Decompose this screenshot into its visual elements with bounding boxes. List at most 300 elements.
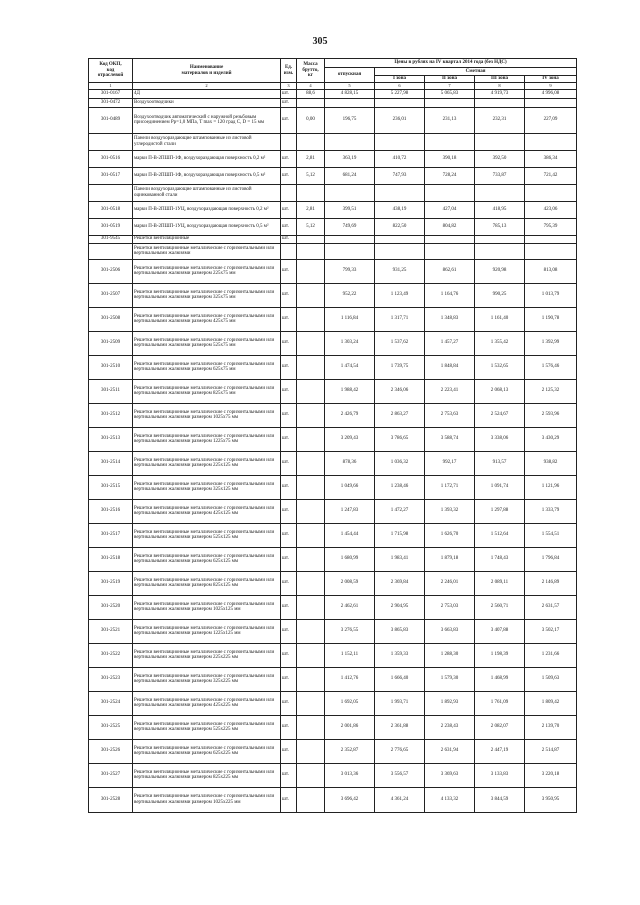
price-wholesale: 3 276,55 <box>325 619 375 643</box>
price-zone-1: 1 123,49 <box>375 283 425 307</box>
item-unit: шт. <box>281 307 297 331</box>
price-wholesale: 2 001,86 <box>325 715 375 739</box>
item-mass <box>297 427 325 451</box>
item-name: Решетки вентиляционные металлические с горизонтальными или вертикальными жалюзями размером 525х75 мм <box>133 331 281 355</box>
price-zone-3: 3 133,83 <box>475 763 525 787</box>
item-code <box>89 243 133 259</box>
item-code <box>89 184 133 201</box>
item-mass: 88,6 <box>297 89 325 98</box>
column-number: 3 <box>281 83 297 90</box>
item-code: 301-2506 <box>89 259 133 283</box>
price-zone-4: 2 631,57 <box>525 595 577 619</box>
header-estimated: Сметная <box>375 68 577 76</box>
item-name: Панели воздухораздающие штампованные из листовой углеродистой стали <box>133 133 281 150</box>
price-zone-3: 913,57 <box>475 451 525 475</box>
price-wholesale: 952,22 <box>325 283 375 307</box>
item-code: 301-2519 <box>89 571 133 595</box>
item-name: Решетки вентиляционные металлические с горизонтальными или вертикальными жалюзями <box>133 243 281 259</box>
price-wholesale: 196,75 <box>325 107 375 133</box>
item-mass <box>297 331 325 355</box>
price-zone-1 <box>375 235 425 243</box>
table-row <box>89 403 577 427</box>
item-code: 301-0516 <box>89 150 133 167</box>
price-wholesale: 1 247,83 <box>325 499 375 523</box>
column-number: 2 <box>133 83 281 90</box>
price-wholesale: 1 474,54 <box>325 355 375 379</box>
column-number: 1 <box>89 83 133 90</box>
item-unit: шт. <box>281 218 297 235</box>
item-unit: шт. <box>281 89 297 98</box>
price-zone-2: 1 164,76 <box>425 283 475 307</box>
item-mass <box>297 595 325 619</box>
price-wholesale: 1 049,66 <box>325 475 375 499</box>
item-code: 301-2526 <box>89 739 133 763</box>
table-row <box>89 475 577 499</box>
price-zone-1: 822,50 <box>375 218 425 235</box>
item-name: Воздухоотводчик автоматический с наружной резьбовым присоединением Pp=1,0 MПа, T max = 120 град С, D = 15 мм <box>133 107 281 133</box>
price-zone-4: 1 809,42 <box>525 691 577 715</box>
price-zone-4: 1 509,63 <box>525 667 577 691</box>
price-zone-3: 785,13 <box>475 218 525 235</box>
table-row <box>89 547 577 571</box>
price-zone-1: 1 359,33 <box>375 643 425 667</box>
price-wholesale: 1 412,76 <box>325 667 375 691</box>
item-mass <box>297 715 325 739</box>
item-name: Решетки вентиляционные металлические с горизонтальными или вертикальными жалюзями размером 825х225 мм <box>133 763 281 787</box>
header-unit-line: Ед. <box>284 64 293 70</box>
header-zone: IV зона <box>525 76 577 83</box>
item-mass <box>297 355 325 379</box>
price-zone-3: 2 447,19 <box>475 739 525 763</box>
item-code: 301-0167 <box>89 89 133 98</box>
table-row <box>89 331 577 355</box>
price-zone-1: 2 863,27 <box>375 403 425 427</box>
table-row <box>89 523 577 547</box>
price-wholesale: 2 426,79 <box>325 403 375 427</box>
item-unit <box>281 184 297 201</box>
item-name: 4Д <box>133 89 281 98</box>
price-zone-1: 2 346,06 <box>375 379 425 403</box>
price-zone-3: 3 338,06 <box>475 427 525 451</box>
price-zone-2: 1 579,30 <box>425 667 475 691</box>
item-unit: шт. <box>281 379 297 403</box>
price-wholesale: 1 303,24 <box>325 331 375 355</box>
table-body <box>89 89 577 812</box>
price-zone-4: 2 593,96 <box>525 403 577 427</box>
item-unit: шт. <box>281 235 297 243</box>
price-zone-2 <box>425 98 475 107</box>
price-wholesale <box>325 243 375 259</box>
item-name: Решетки вентиляционные металлические с горизонтальными или вертикальными жалюзями размером 325х125 мм <box>133 475 281 499</box>
item-unit: шт. <box>281 595 297 619</box>
item-mass <box>297 379 325 403</box>
item-code: 301-2518 <box>89 547 133 571</box>
item-code: 301-2528 <box>89 787 133 812</box>
item-name: Решетки вентиляционные металлические с горизонтальными или вертикальными жалюзями размером 625х225 мм <box>133 739 281 763</box>
item-mass <box>297 133 325 150</box>
table-row <box>89 167 577 184</box>
price-zone-2: 231,13 <box>425 107 475 133</box>
table-row <box>89 571 577 595</box>
price-zone-2: 1 626,70 <box>425 523 475 547</box>
price-zone-4: 938,82 <box>525 451 577 475</box>
price-zone-4: 423,06 <box>525 201 577 218</box>
header-mass-line: кг <box>307 73 314 79</box>
item-mass <box>297 98 325 107</box>
item-code: 301-2512 <box>89 403 133 427</box>
item-mass <box>297 283 325 307</box>
price-zone-3: 2 524,67 <box>475 403 525 427</box>
price-zone-4: 813,08 <box>525 259 577 283</box>
table-row <box>89 643 577 667</box>
price-zone-2: 1 172,71 <box>425 475 475 499</box>
header-mass-line: брутто, <box>302 67 319 73</box>
item-mass <box>297 523 325 547</box>
price-zone-3: 733,87 <box>475 167 525 184</box>
item-code: 301-2527 <box>89 763 133 787</box>
item-mass <box>297 739 325 763</box>
item-name: Решетки вентиляционные металлические с горизонтальными или вертикальными жалюзями размером 1025х125 мм <box>133 595 281 619</box>
price-zone-3: 1 161,40 <box>475 307 525 331</box>
price-zone-3 <box>475 235 525 243</box>
price-wholesale: 4 828,15 <box>325 89 375 98</box>
table-row <box>89 89 577 98</box>
price-zone-4: 386,34 <box>525 150 577 167</box>
item-code: 301-2515 <box>89 475 133 499</box>
price-zone-1: 747,93 <box>375 167 425 184</box>
header-name-line: материалов и изделий <box>181 70 232 76</box>
page-number: 305 <box>312 36 328 47</box>
price-zone-1: 1 238,46 <box>375 475 425 499</box>
item-unit: шт. <box>281 739 297 763</box>
item-mass <box>297 235 325 243</box>
price-zone-3: 1 512,64 <box>475 523 525 547</box>
price-zone-1 <box>375 243 425 259</box>
price-zone-1: 236,01 <box>375 107 425 133</box>
item-unit: шт. <box>281 763 297 787</box>
table-row <box>89 243 577 259</box>
header-code-line: отраслевой <box>97 73 124 79</box>
price-zone-4: 4 996,08 <box>525 89 577 98</box>
table-row <box>89 355 577 379</box>
price-zone-2: 427,04 <box>425 201 475 218</box>
price-wholesale <box>325 235 375 243</box>
price-zone-3: 418,95 <box>475 201 525 218</box>
price-zone-4: 3 502,17 <box>525 619 577 643</box>
item-unit: шт. <box>281 283 297 307</box>
price-zone-4 <box>525 243 577 259</box>
item-mass <box>297 571 325 595</box>
price-zone-1: 4 361,24 <box>375 787 425 812</box>
price-zone-4 <box>525 184 577 201</box>
item-code: 301-2524 <box>89 691 133 715</box>
price-zone-3: 1 355,42 <box>475 331 525 355</box>
price-zone-2: 2 238,43 <box>425 715 475 739</box>
price-zone-1 <box>375 133 425 150</box>
price-zone-4: 1 392,99 <box>525 331 577 355</box>
table-row <box>89 739 577 763</box>
item-name: Панели воздухораздающие штампованные из листовой оцинкованной стали <box>133 184 281 201</box>
price-zone-1: 438,19 <box>375 201 425 218</box>
column-number: 5 <box>325 83 375 90</box>
price-zone-2: 1 348,83 <box>425 307 475 331</box>
item-code: 301-2521 <box>89 619 133 643</box>
price-zone-1: 1 537,62 <box>375 331 425 355</box>
item-name: Решетки вентиляционные металлические с горизонтальными или вертикальными жалюзями размером 1025х75 мм <box>133 403 281 427</box>
item-unit: шт. <box>281 643 297 667</box>
price-wholesale: 681,24 <box>325 167 375 184</box>
item-unit: шт. <box>281 571 297 595</box>
item-code: 301-2508 <box>89 307 133 331</box>
item-mass <box>297 499 325 523</box>
price-zone-3: 1 748,43 <box>475 547 525 571</box>
price-zone-2: 3 663,83 <box>425 619 475 643</box>
price-zone-4: 3 430,29 <box>525 427 577 451</box>
price-zone-3 <box>475 184 525 201</box>
item-mass: 5,12 <box>297 167 325 184</box>
price-zone-4: 1 013,79 <box>525 283 577 307</box>
item-unit: шт. <box>281 150 297 167</box>
item-mass <box>297 619 325 643</box>
price-zone-2: 992,17 <box>425 451 475 475</box>
item-mass: 2,81 <box>297 201 325 218</box>
price-wholesale <box>325 184 375 201</box>
price-zone-3: 1 761,09 <box>475 691 525 715</box>
item-mass <box>297 259 325 283</box>
item-mass <box>297 667 325 691</box>
price-zone-3: 1 297,88 <box>475 499 525 523</box>
price-wholesale: 3 209,43 <box>325 427 375 451</box>
header-unit-line: изм. <box>283 70 294 76</box>
price-zone-3: 1 532,65 <box>475 355 525 379</box>
price-zone-4: 795,39 <box>525 218 577 235</box>
price-zone-2: 804,82 <box>425 218 475 235</box>
item-name: Решетки вентиляционные металлические с горизонтальными или вертикальными жалюзями размером 325х225 мм <box>133 667 281 691</box>
price-wholesale: 1 692,05 <box>325 691 375 715</box>
price-zone-2 <box>425 184 475 201</box>
item-unit: шт. <box>281 98 297 107</box>
table-row <box>89 307 577 331</box>
header-code-line: код <box>106 67 115 73</box>
item-mass: 0,00 <box>297 107 325 133</box>
item-mass: 2,81 <box>297 150 325 167</box>
header-wholesale: отпускная <box>325 68 375 83</box>
item-code: 301-2513 <box>89 427 133 451</box>
item-mass <box>297 763 325 787</box>
item-unit: шт. <box>281 715 297 739</box>
price-zone-4: 1 576,46 <box>525 355 577 379</box>
item-unit: шт. <box>281 259 297 283</box>
price-zone-4: 227,09 <box>525 107 577 133</box>
price-zone-4: 1 554,51 <box>525 523 577 547</box>
price-zone-2: 390,18 <box>425 150 475 167</box>
table-row <box>89 283 577 307</box>
table-row <box>89 235 577 243</box>
column-number: 8 <box>475 83 525 90</box>
price-zone-2 <box>425 243 475 259</box>
item-name: Решетки вентиляционные металлические с горизонтальными или вертикальными жалюзями размером 625х125 мм <box>133 547 281 571</box>
item-unit: шт. <box>281 107 297 133</box>
price-zone-1: 1 472,27 <box>375 499 425 523</box>
table-row <box>89 427 577 451</box>
item-code: 301-2522 <box>89 643 133 667</box>
price-wholesale: 363,19 <box>325 150 375 167</box>
price-zone-4: 1 796,84 <box>525 547 577 571</box>
item-mass <box>297 547 325 571</box>
table-row <box>89 107 577 133</box>
price-zone-3: 3 844,59 <box>475 787 525 812</box>
price-zone-2: 1 892,93 <box>425 691 475 715</box>
item-code: 301-2509 <box>89 331 133 355</box>
price-wholesale: 2 352,87 <box>325 739 375 763</box>
item-name: Воздухоотводчики <box>133 98 281 107</box>
price-zone-3: 1 091,74 <box>475 475 525 499</box>
table-row <box>89 98 577 107</box>
table-row <box>89 619 577 643</box>
price-wholesale: 399,51 <box>325 201 375 218</box>
price-wholesale: 3 696,42 <box>325 787 375 812</box>
table-row <box>89 201 577 218</box>
price-zone-2: 862,61 <box>425 259 475 283</box>
item-unit: шт. <box>281 523 297 547</box>
header-name-line: Наименование <box>189 64 224 70</box>
item-name: Решетки вентиляционные металлические с горизонтальными или вертикальными жалюзями размером 525х225 мм <box>133 715 281 739</box>
item-unit <box>281 133 297 150</box>
price-zone-4: 721,42 <box>525 167 577 184</box>
price-zone-1: 1 739,75 <box>375 355 425 379</box>
column-number: 9 <box>525 83 577 90</box>
item-code: 301-2511 <box>89 379 133 403</box>
price-zone-3: 1 468,99 <box>475 667 525 691</box>
price-zone-1 <box>375 98 425 107</box>
price-wholesale: 749,69 <box>325 218 375 235</box>
price-zone-1: 931,25 <box>375 259 425 283</box>
price-wholesale: 3 013,36 <box>325 763 375 787</box>
item-name: Решетки вентиляционные металлические с горизонтальными или вертикальными жалюзями размером 1225х75 мм <box>133 427 281 451</box>
price-zone-3: 2 560,71 <box>475 595 525 619</box>
table-row <box>89 379 577 403</box>
price-wholesale: 1 152,11 <box>325 643 375 667</box>
item-code: 301-0517 <box>89 167 133 184</box>
price-zone-2: 2 753,63 <box>425 403 475 427</box>
item-code: 301-2523 <box>89 667 133 691</box>
price-zone-3: 4 919,73 <box>475 89 525 98</box>
price-zone-2: 2 631,94 <box>425 739 475 763</box>
item-code <box>89 133 133 150</box>
price-zone-2: 2 753,03 <box>425 595 475 619</box>
price-zone-2: 1 393,32 <box>425 499 475 523</box>
item-code: 301-2510 <box>89 355 133 379</box>
price-wholesale: 1 988,42 <box>325 379 375 403</box>
item-mass <box>297 184 325 201</box>
header-zone: III зона <box>475 76 525 83</box>
item-name: Решетки вентиляционные металлические с горизонтальными или вертикальными жалюзями размером 1225х125 мм <box>133 619 281 643</box>
table-row <box>89 451 577 475</box>
item-mass <box>297 307 325 331</box>
price-zone-1: 5 227,98 <box>375 89 425 98</box>
header-price-title: Цены в рублях на IV квартал 2014 года (без НДС) <box>325 59 577 68</box>
item-code: 301-2514 <box>89 451 133 475</box>
item-unit: шт. <box>281 475 297 499</box>
item-name: Решетки вентиляционные <box>133 235 281 243</box>
price-zone-3: 2 089,11 <box>475 571 525 595</box>
item-code: 301-9545 <box>89 235 133 243</box>
item-unit: шт. <box>281 331 297 355</box>
price-zone-3: 1 198,39 <box>475 643 525 667</box>
price-wholesale: 878,36 <box>325 451 375 475</box>
item-unit: шт. <box>281 499 297 523</box>
item-name: Решетки вентиляционные металлические с горизонтальными или вертикальными жалюзями размером 825х125 мм <box>133 571 281 595</box>
table-row <box>89 715 577 739</box>
price-zone-4: 1 121,96 <box>525 475 577 499</box>
price-zone-2: 3 588,74 <box>425 427 475 451</box>
item-unit: шт. <box>281 619 297 643</box>
item-code: 301-0518 <box>89 201 133 218</box>
price-zone-1: 1 715,98 <box>375 523 425 547</box>
item-name: марки П-В-2ПШП-1Ф, воздухораздающая поверхность 0,2 м² <box>133 150 281 167</box>
item-name: Решетки вентиляционные металлические с горизонтальными или вертикальными жалюзями размером 225х75 мм <box>133 259 281 283</box>
price-zone-4: 1 231,66 <box>525 643 577 667</box>
item-mass <box>297 403 325 427</box>
item-code: 301-2517 <box>89 523 133 547</box>
item-code: 301-2520 <box>89 595 133 619</box>
price-zone-1 <box>375 184 425 201</box>
item-name: Решетки вентиляционные металлические с горизонтальными или вертикальными жалюзями размером 525х125 мм <box>133 523 281 547</box>
price-zone-3 <box>475 243 525 259</box>
table-row <box>89 218 577 235</box>
item-mass: 5,12 <box>297 218 325 235</box>
item-code: 301-0472 <box>89 98 133 107</box>
item-name: Решетки вентиляционные металлические с горизонтальными или вертикальными жалюзями размером 225х125 мм <box>133 451 281 475</box>
header-zone: I зона <box>375 76 425 83</box>
price-zone-2: 1 848,84 <box>425 355 475 379</box>
price-zone-1: 3 556,57 <box>375 763 425 787</box>
header-name <box>133 59 281 83</box>
price-zone-1: 410,72 <box>375 150 425 167</box>
price-zone-4: 3 220,18 <box>525 763 577 787</box>
item-name: Решетки вентиляционные металлические с горизонтальными или вертикальными жалюзями размером 425х225 мм <box>133 691 281 715</box>
price-zone-3: 990,25 <box>475 283 525 307</box>
price-wholesale: 1 454,44 <box>325 523 375 547</box>
item-unit: шт. <box>281 691 297 715</box>
price-zone-1: 2 369,84 <box>375 571 425 595</box>
price-zone-1: 2 904,95 <box>375 595 425 619</box>
price-wholesale: 2 008,59 <box>325 571 375 595</box>
item-unit: шт. <box>281 547 297 571</box>
price-zone-2: 1 457,27 <box>425 331 475 355</box>
price-zone-4: 2 514,87 <box>525 739 577 763</box>
item-unit <box>281 243 297 259</box>
item-mass <box>297 787 325 812</box>
table-row <box>89 787 577 812</box>
header-unit <box>281 59 297 83</box>
item-code: 301-0489 <box>89 107 133 133</box>
item-name: марки П-В-2ПШП-1УЦ, воздухораздающая поверхность 0,2 м² <box>133 201 281 218</box>
price-table <box>88 58 577 813</box>
price-wholesale <box>325 98 375 107</box>
item-unit: шт. <box>281 355 297 379</box>
header-mass-line: Масса <box>303 62 318 68</box>
header-mass <box>297 59 325 83</box>
item-name: Решетки вентиляционные металлические с горизонтальными или вертикальными жалюзями размером 425х125 мм <box>133 499 281 523</box>
header-code <box>89 59 133 83</box>
item-unit: шт. <box>281 167 297 184</box>
price-zone-1: 1 666,40 <box>375 667 425 691</box>
table-row <box>89 763 577 787</box>
header-code-line: Код ОКП, <box>99 62 122 68</box>
item-name: Решетки вентиляционные металлические с горизонтальными или вертикальными жалюзями размером 425х75 мм <box>133 307 281 331</box>
table-row <box>89 499 577 523</box>
